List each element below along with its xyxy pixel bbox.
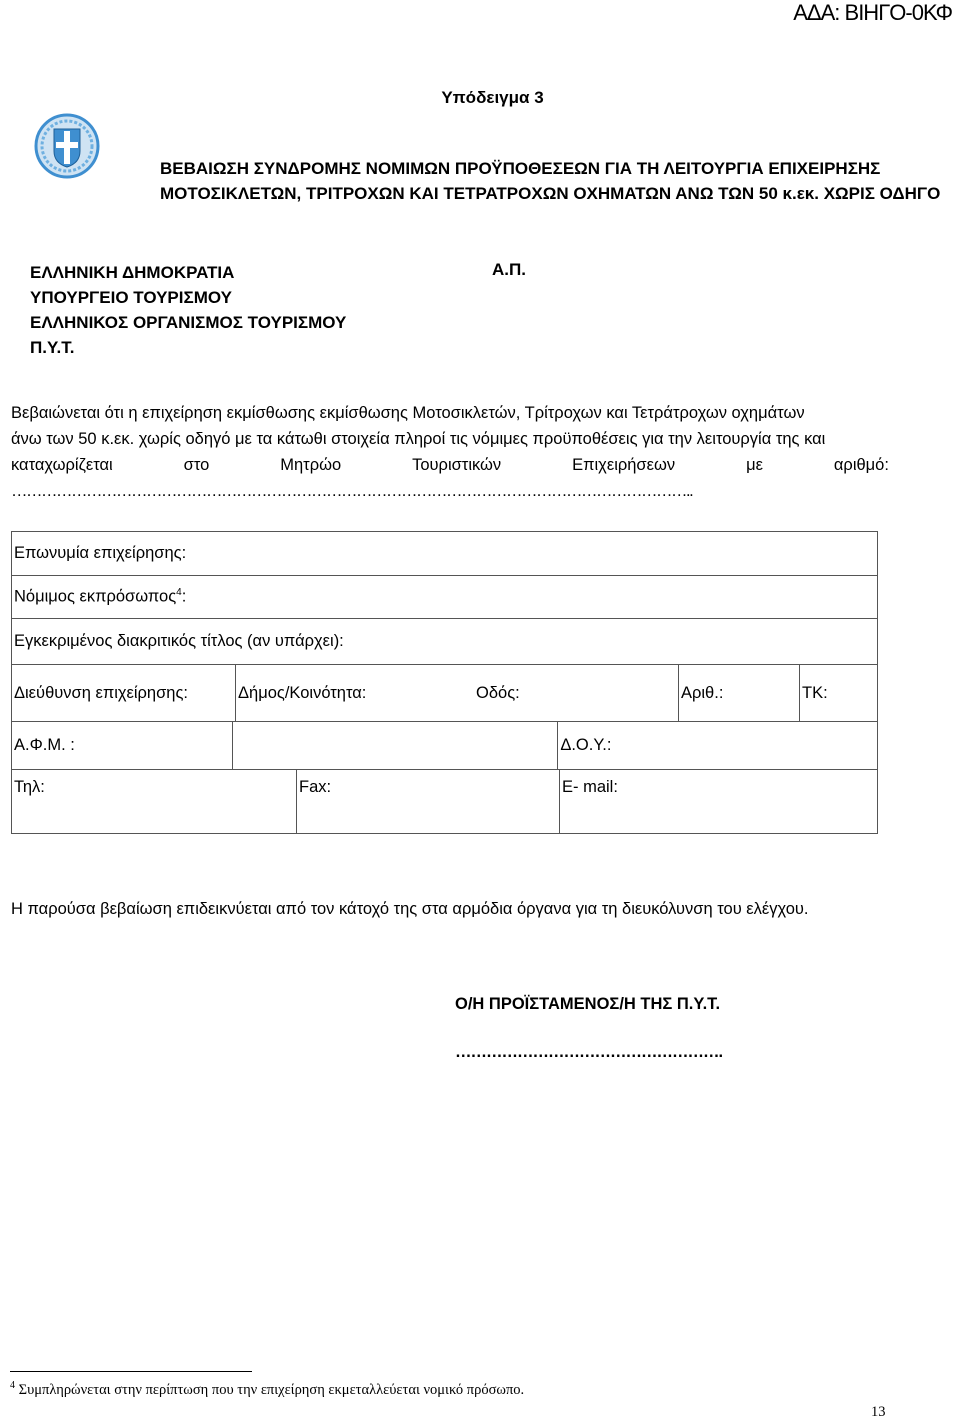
tax-office-label: Δ.Ο.Υ.:	[560, 736, 612, 754]
protocol-number-label: Α.Π.	[492, 260, 526, 279]
word: Μητρώο	[280, 456, 342, 474]
signatory-title: Ο/Η ΠΡΟΪΣΤΑΜΕΝΟΣ/Η ΤΗΣ Π.Υ.Τ.	[455, 995, 721, 1013]
address-label: Διεύθυνση επιχείρησης:	[14, 683, 189, 702]
org-line: ΕΛΛΗΝΙΚΗ ΔΗΜΟΚΡΑΤΙΑ	[30, 263, 235, 282]
form-row	[12, 532, 878, 576]
address-row	[12, 665, 878, 722]
tax-id-label: Α.Φ.Μ. :	[14, 736, 75, 754]
footnote-marker: 4	[10, 1380, 15, 1391]
signature-line: …………………………………………….	[455, 1043, 723, 1061]
street-number-label: Αριθ.:	[681, 683, 724, 702]
footnote-text: Συμπληρώνεται στην περίπτωση που την επιχείρηση εκμεταλλεύεται νομικό πρόσωπο.	[18, 1381, 525, 1398]
street-field[interactable]	[474, 665, 679, 721]
sample-label: Υπόδειγμα 3	[441, 88, 544, 107]
page-number: 13	[871, 1404, 886, 1420]
business-details-form	[11, 531, 878, 834]
paragraph-line	[11, 452, 889, 478]
form-row	[12, 722, 878, 770]
form-row	[12, 770, 878, 834]
municipality-field[interactable]	[236, 665, 475, 721]
footnote	[10, 1380, 524, 1399]
paragraph-line: άνω των 50 κ.εκ. χωρίς οδηγό με τα κάτωθι στοιχεία πληροί τις νόμιμες προϋποθέσεις για την λειτουργία της και	[11, 430, 826, 448]
fax-label: Fax:	[299, 778, 332, 796]
distinctive-title-field[interactable]	[12, 619, 878, 665]
org-line: ΕΛΛΗΝΙΚΟΣ ΟΡΓΑΝΙΣΜΟΣ ΤΟΥΡΙΣΜΟΥ	[30, 313, 347, 332]
email-label: E- mail:	[562, 778, 618, 796]
email-field[interactable]	[560, 770, 878, 833]
phone-label: Τηλ:	[14, 778, 45, 796]
org-line: ΥΠΟΥΡΓΕΙΟ ΤΟΥΡΙΣΜΟΥ	[30, 288, 232, 307]
footnote-divider	[10, 1371, 252, 1372]
street-number-field[interactable]	[679, 665, 800, 721]
word: αριθμό:	[833, 456, 889, 474]
contact-row	[12, 770, 878, 834]
tax-id-field[interactable]	[12, 722, 233, 770]
document-title	[160, 156, 940, 206]
word: Τουριστικών	[412, 456, 502, 474]
postal-code-label: ΤΚ:	[802, 683, 828, 702]
address-subtable	[12, 665, 877, 721]
form-row	[12, 665, 878, 722]
legal-representative-label: Νόμιμος εκπρόσωπος	[14, 587, 177, 606]
label-colon: :	[181, 587, 187, 606]
certification-paragraph	[11, 400, 889, 504]
word: καταχωρίζεται	[11, 456, 113, 474]
title-line-1: ΒΕΒΑΙΩΣΗ ΣΥΝΔΡΟΜΗΣ ΝΟΜΙΜΩΝ ΠΡΟΫΠΟΘΕΣΕΩΝ ΓΙΑ ΤΗ ΛΕΙΤΟΥΡΓΙΑ ΕΠΙΧΕΙΡΗΣΗΣ	[160, 159, 881, 178]
organization-block	[30, 260, 346, 360]
word: Επιχειρήσεων	[572, 456, 676, 474]
contact-subtable	[12, 770, 877, 833]
display-notice: Η παρούσα βεβαίωση επιδεικνύεται από τον κάτοχό της στα αρμόδια όργανα για τη διευκόλυνση του ελέγχου.	[11, 900, 809, 918]
distinctive-title-label: Εγκεκριμένος διακριτικός τίτλος (αν υπάρχει):	[14, 632, 344, 650]
fax-field[interactable]	[297, 770, 560, 833]
tax-office-field[interactable]	[558, 722, 878, 770]
phone-field[interactable]	[12, 770, 297, 833]
form-row	[12, 619, 878, 665]
form-row	[12, 576, 878, 619]
business-name-field[interactable]	[12, 532, 878, 576]
word: με	[746, 456, 763, 474]
footnote-ref: 4	[176, 587, 182, 599]
legal-representative-field[interactable]	[12, 576, 878, 619]
business-name-label: Επωνυμία επιχείρησης:	[14, 544, 187, 562]
ada-code: ΑΔΑ: ΒΙΗΓΟ-0ΚΦ	[793, 0, 952, 25]
postal-code-field[interactable]	[800, 665, 878, 721]
paragraph-line: Βεβαιώνεται ότι η επιχείρηση εκμίσθωσης εκμίσθωσης Μοτοσικλετών, Τρίτροχων και Τετράτροχων οχημάτων	[11, 404, 805, 422]
street-label: Οδός:	[476, 683, 520, 702]
tax-id-value[interactable]	[232, 722, 558, 770]
address-field[interactable]	[12, 665, 236, 721]
word: στο	[183, 456, 210, 474]
org-line: Π.Υ.Τ.	[30, 338, 75, 357]
municipality-label: Δήμος/Κοινότητα:	[238, 683, 367, 702]
registry-number-dots: ………………………………………………………………………………………………………………………..	[11, 482, 693, 500]
coat-of-arms-icon	[34, 113, 100, 179]
title-line-2: ΜΟΤΟΣΙΚΛΕΤΩΝ, ΤΡΙΤΡΟΧΩΝ ΚΑΙ ΤΕΤΡΑΤΡΟΧΩΝ ΟΧΗΜΑΤΩΝ ΑΝΩ ΤΩΝ 50 κ.εκ. ΧΩΡΙΣ ΟΔΗΓΟ	[160, 184, 941, 203]
